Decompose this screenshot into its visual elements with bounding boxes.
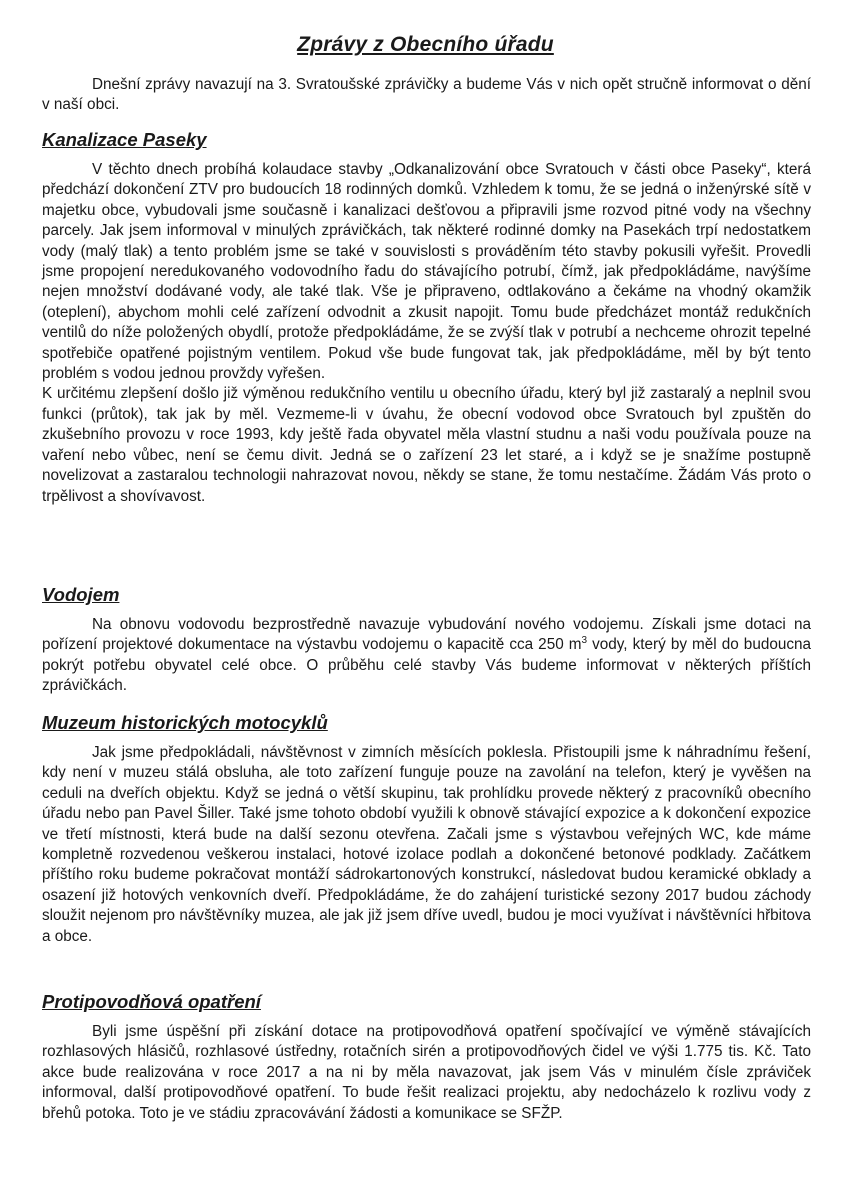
- paragraph-text: vody, který by měl do budoucna pokrýt potřebu obyvatel celé obce. O průběhu celé stavby Vás budeme informovat v některých příštích zprávičkách.: [42, 636, 812, 695]
- page-title: Zprávy z Obecního úřadu: [297, 33, 554, 56]
- section-heading: Protipovodňová opatření: [42, 991, 261, 1012]
- section-paragraph: V těchto dnech probíhá kolaudace stavby „Odkanalizování obce Svratouch v části obce Paseky“, která předchází dokončení ZTV pro budoucích 18 rodinných domků. Vzhledem k tomu, že se jedná o inženýrské sítě v majetku obce, vybudovali jsme současně i kanalizaci dešťovou a připravili jsme rozvod pitné vody na všechny parcely. Jak jsem informoval v minulých zprávičkách, tak některé rodinné domky na Pasekách trpí nedostatkem vody (malý tlak) a tento problém jsme se také v souvislosti s prováděním této stavby pokusili vyřešit. Provedli jsme propojení neredukovaného vodovodního řadu do stávajícího potrubí, čímž, jak předpokládáme, navýšíme nejen množství dodávané vody, ale také tlak. Vše je připraveno, odtlakováno a čekáme na vhodný okamžik (oteplení), abychom mohli celé zařízení odvodnit a zkusit napojit. Tomu bude předcházet montáž redukčních ventilů do níže položených obydlí, protože předpokládáme, že se zvýší tlak v potrubí a nechceme ohrozit tepelné spotřebiče opatřené pojistným ventilem. Pokud vše bude fungovat tak, jak předpokládáme, měl by být tento problém s vodou jednou provždy vyřešen.: [42, 161, 811, 383]
- section-muzeum-motocyklu: [42, 711, 811, 947]
- section-paragraph: K určitému zlepšení došlo již výměnou redukčního ventilu u obecního úřadu, který byl již zastaralý a neplnil svou funkci (průtok), tak jak by měl. Vezmeme-li v úvahu, že obecní vodovod obce Svratouch byl zpuštěn do zkušebního provozu v roce 1993, kdy ještě řada obyvatel měla vlastní studnu a naši vodu používala pouze na vaření nebo vůbec, není se čemu divit. Jedná se o zařízení 23 let staré, a i když se je snažíme postupně novelizovat a zastaralou technologii nahrazovat novou, někdy se stane, že tomu nestačíme. Žádám Vás proto o trpělivost a shovívavost.: [42, 385, 811, 505]
- section-vodojem: [42, 583, 811, 697]
- section-paragraph: Jak jsme předpokládali, návštěvnost v zimních měsících poklesla. Přistoupili jsme k náhradnímu řešení, kdy není v muzeu stálá obsluha, ale toto zařízení funguje pouze na zavolání na telefon, který je vyvěšen na ceduli na dveřích objektu. Když se jedná o větší skupinu, tak prohlídku provede některý z pracovníků obecního úřadu nebo pan Pavel Šiller. Také jsme tohoto období využili k obnově stávající expozice a k dokončení expozice ve třetí místnosti, která bude na další sezonu otevřena. Začali jsme s výstavbou veřejných WC, kde máme kompletně rozvedenou veškerou instalaci, hotové izolace podlah a dokončené betonové podklady. Začátkem příštího roku budeme pokračovat montáží sádrokartonových konstrukcí, následovat budou keramické obklady a osazení již hotových venkovních dveří. Předpokládáme, že do zahájení turistické sezony 2017 budou záchody sloužit nejenom pro návštěvníky muzea, ale jak již jsem dříve uvedl, budou je moci využívat i návštěvníci hřbitova a obce.: [42, 744, 811, 945]
- intro-section: [42, 75, 811, 116]
- section-paragraph: [42, 615, 811, 697]
- intro-paragraph: Dnešní zprávy navazují na 3. Svratoušské zprávičky a budeme Vás v nich opět stručně informovat o dění v naší obci.: [42, 76, 811, 114]
- section-paragraph: Byli jsme úspěšní při získání dotace na protipovodňová opatření spočívající ve výměně stávajících rozhlasových hlásičů, rozhlasové ústředny, rotačních sirén a protipovodňových čidel ve výši 1.775 tis. Kč. Tato akce bude realizována v roce 2017 a na ni by měla navazovat, jak jsem Vás v minulém čísle zpráviček informoval, další protipovodňové opatření. To bude řešit realizaci projektu, aby nedocházelo k rozlivu vody z břehů potoka. Toto je ve stádiu zpracovávání žádosti a komunikace se SFŽP.: [42, 1023, 811, 1122]
- superscript: 3: [581, 635, 588, 647]
- section-heading: Muzeum historických motocyklů: [42, 712, 328, 733]
- paragraph-text: Na obnovu vodovodu bezprostředně navazuje vybudování nového vodojemu. Získali jsme dotaci na pořízení projektové dokumentace na výstavbu vodojemu o kapacitě cca 250 m: [42, 616, 811, 654]
- section-protipovodnova-opatreni: [42, 990, 811, 1124]
- section-kanalizace-paseky: [42, 128, 811, 507]
- section-heading: Vodojem: [42, 584, 120, 605]
- section-heading: Kanalizace Paseky: [42, 129, 207, 150]
